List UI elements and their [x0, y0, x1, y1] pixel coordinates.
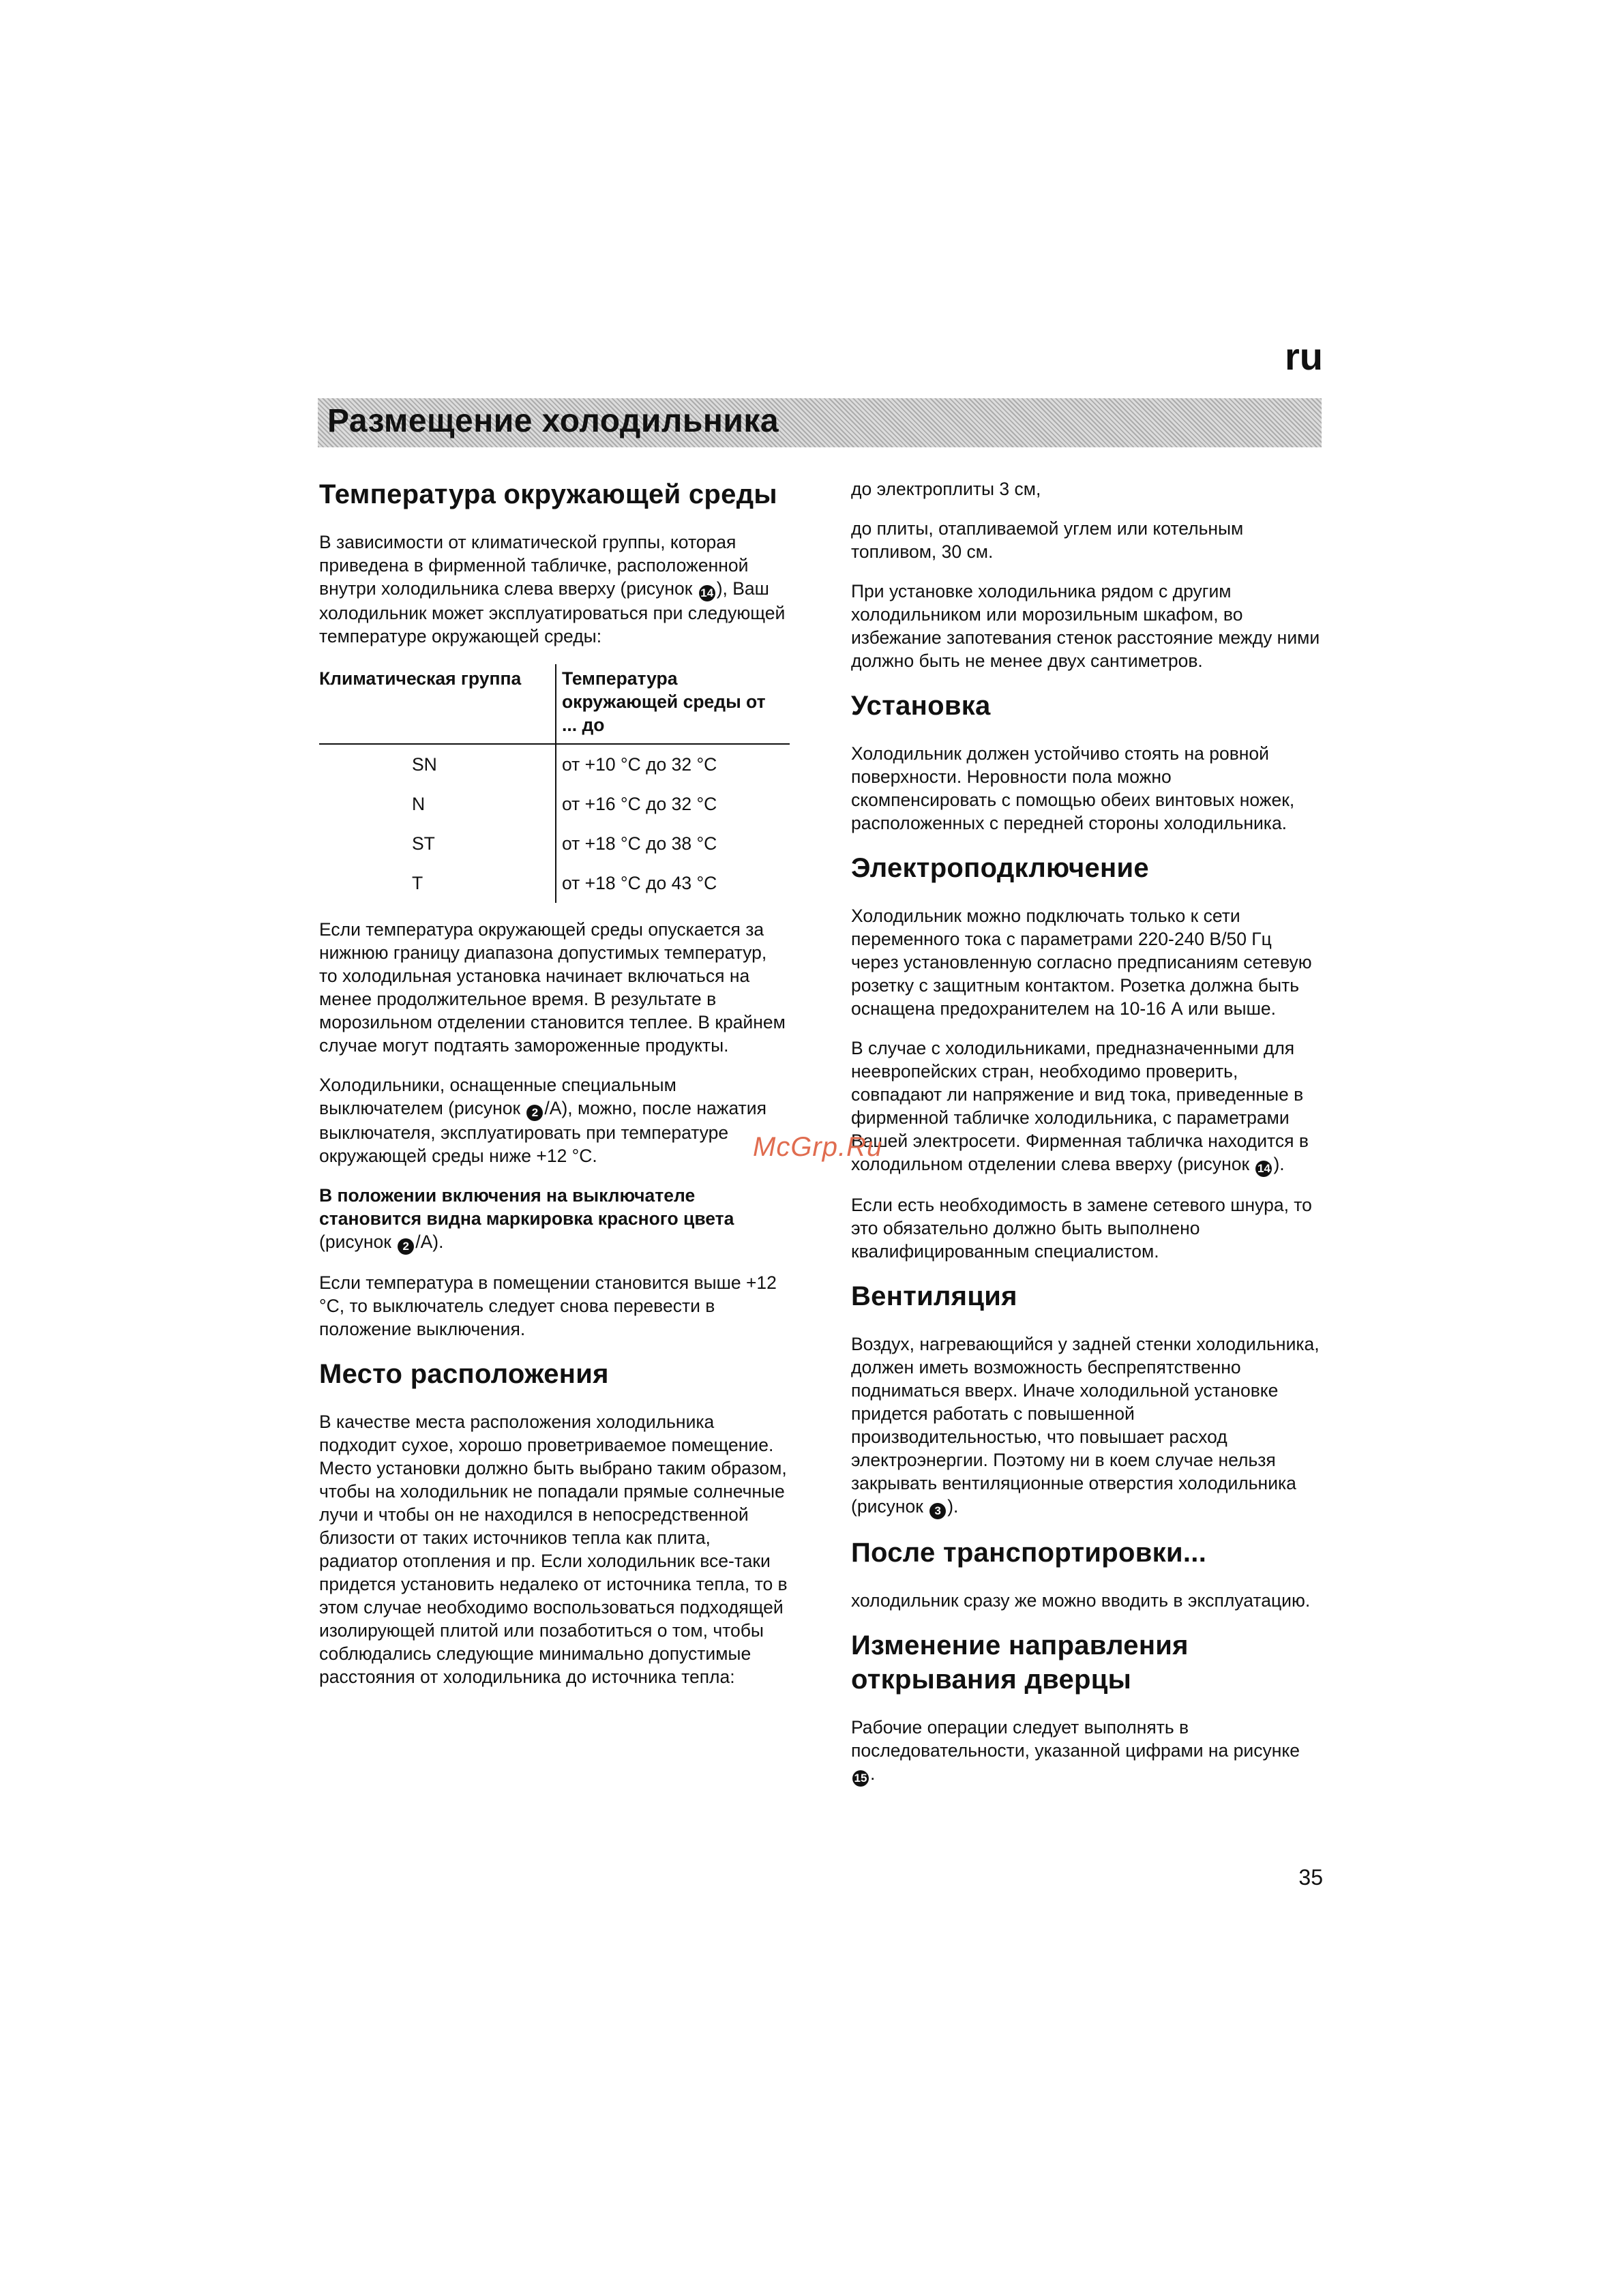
paragraph-power-cord: Если есть необходимость в замене сетевого шнура, то это обязательно должно быть выполнено квалифицированным специалистом. — [851, 1195, 1312, 1262]
paragraph-door-reversal: Рабочие операции следует выполнять в последовательности, указанной цифрами на рисунке 15 . — [851, 1716, 1322, 1787]
table-row — [319, 744, 790, 784]
paragraph-coal-stove: до плиты, отапливаемой углем или котельным топливом, 30 см. — [851, 518, 1244, 562]
heading-installation: Установка — [851, 691, 991, 721]
temperature-range-cell: от +10 °C до 32 °C — [556, 744, 790, 784]
figure-number-badge: 2 — [526, 1105, 543, 1121]
table-row — [319, 784, 790, 824]
temperature-range-cell: от +18 °C до 38 °C — [556, 824, 790, 863]
paragraph-location: В качестве места расположения холодильника подходит сухое, хорошо проветриваемое помещение. Место установки должно быть выбрано таким образом, чтобы на холодильник не попадали прямые солнечные лучи и чтобы он не находился в непосредственной близости от таких источников тепла как плита, радиатор отопления и пр. Если холодильник все-таки придется установить недалеко от источника тепла, то в этом случае необходимо воспользоваться подходящей изолирующей плитой или позаботиться о том, чтобы соблюдались следующие минимально допустимые расстояния от холодильника до источника тепла: — [319, 1412, 788, 1687]
paragraph-electrical: Холодильник можно подключать только к сети переменного тока с параметрами 220-240 В/50 Гц через установленную согласно предписаниям сетевую розетку с защитным контактом. Розетка должна быть оснащена предохранителем на 10-16 А или выше. — [851, 906, 1312, 1019]
climate-group-cell: N — [412, 793, 426, 814]
paragraph-after-transport: холодильник сразу же можно вводить в эксплуатацию. — [851, 1590, 1311, 1611]
right-column — [851, 477, 1322, 1803]
heading-temperature: Температура окружающей среды — [319, 479, 777, 509]
paragraph-figure-ref: (рисунок 2 /A). — [319, 1230, 790, 1255]
temperature-range-cell: от +16 °C до 32 °C — [556, 784, 790, 824]
figure-number-badge: 14 — [699, 585, 715, 601]
climate-table-header-range: Температура окружающей среды от ... до — [556, 664, 790, 744]
page-title: Размещение холодильника — [327, 403, 779, 439]
paragraph-adjacent-fridge: При установке холодильника рядом с другим холодильником или морозильным шкафом, во избежание запотевания стенок расстояние между ними должно быть не менее двух сантиметров. — [851, 581, 1320, 671]
temperature-range-cell: от +18 °C до 43 °C — [556, 863, 790, 903]
watermark: McGrp.Ru — [753, 1132, 883, 1162]
table-row — [319, 863, 790, 903]
paragraph-above-12: Если температура в помещении становится выше +12 °C, то выключатель следует снова перевести в положение выключения. — [319, 1272, 777, 1339]
climate-group-cell: ST — [412, 833, 435, 854]
heading-door-reversal: Изменение направления открывания дверцы — [851, 1630, 1189, 1695]
paragraph-installation: Холодильник должен устойчиво стоять на ровной поверхности. Неровности пола можно скомпенсировать с помощью обеих винтовых ножек, расположенных с передней стороны холодильника. — [851, 743, 1295, 833]
climate-table-header-group: Климатическая группа — [319, 668, 522, 689]
figure-number-badge: 15 — [852, 1770, 869, 1787]
paragraph-non-european: В случае с холодильниками, предназначенными для неевропейских стран, необходимо проверить, совпадают ли напряжение и вид тока, приведенные в фирменной табличке холодильника, с параметрами Вашей электросети. Фирменная табличка находится в холодильном отделении слева вверху (рисунок 14 ). — [851, 1037, 1322, 1177]
paragraph-low-temperature: Если температура окружающей среды опускается за нижнюю границу диапазона допустимых температур, то холодильная установка начинает включаться на менее продолжительное время. В результате в морозильном отделении становится теплее. В крайнем случае могут подтаять замороженные продукты. — [319, 919, 786, 1056]
page-number: 35 — [1298, 1865, 1323, 1890]
heading-after-transport: После транспортировки... — [851, 1538, 1207, 1568]
language-label: ru — [1285, 335, 1323, 378]
climate-group-cell: SN — [412, 754, 437, 775]
paragraph-red-marking: В положении включения на выключателе становится видна маркировка красного цвета — [319, 1185, 734, 1229]
figure-number-badge: 3 — [929, 1503, 946, 1519]
heading-location: Место расположения — [319, 1359, 609, 1389]
paragraph-ventilation: Воздух, нагревающийся у задней стенки холодильника, должен иметь возможность беспрепятственно подниматься вверх. Иначе холодильной установке придется работать с повышенной производительностью, что повышает расход электроэнергии. Поэтому ни в коем случае нельзя закрывать вентиляционные отверстия холодильника (рисунок 3 ). — [851, 1332, 1322, 1519]
paragraph-special-switch: Холодильники, оснащенные специальным выключателем (рисунок 2 /A), можно, после нажатия выключателя, эксплуатировать при температуре окружающей среды ниже +12 °C. — [319, 1075, 766, 1166]
climate-group-cell: T — [412, 872, 423, 893]
section-banner — [318, 398, 1322, 447]
paragraph-temperature: В зависимости от климатической группы, которая приведена в фирменной табличке, расположенной внутри холодильника слева вверху (рисунок 14 ), Ваш холодильник может эксплуатироваться при следующей температуре окружающей среды: — [319, 532, 786, 646]
heading-ventilation: Вентиляция — [851, 1281, 1017, 1311]
table-row — [319, 824, 790, 863]
climate-table — [319, 664, 790, 903]
left-column — [319, 477, 790, 1705]
heading-electrical: Электроподключение — [851, 853, 1149, 883]
figure-number-badge: 14 — [1255, 1161, 1272, 1177]
paragraph-electric-stove: до электроплиты 3 см, — [851, 479, 1041, 499]
figure-number-badge: 2 — [398, 1238, 414, 1255]
